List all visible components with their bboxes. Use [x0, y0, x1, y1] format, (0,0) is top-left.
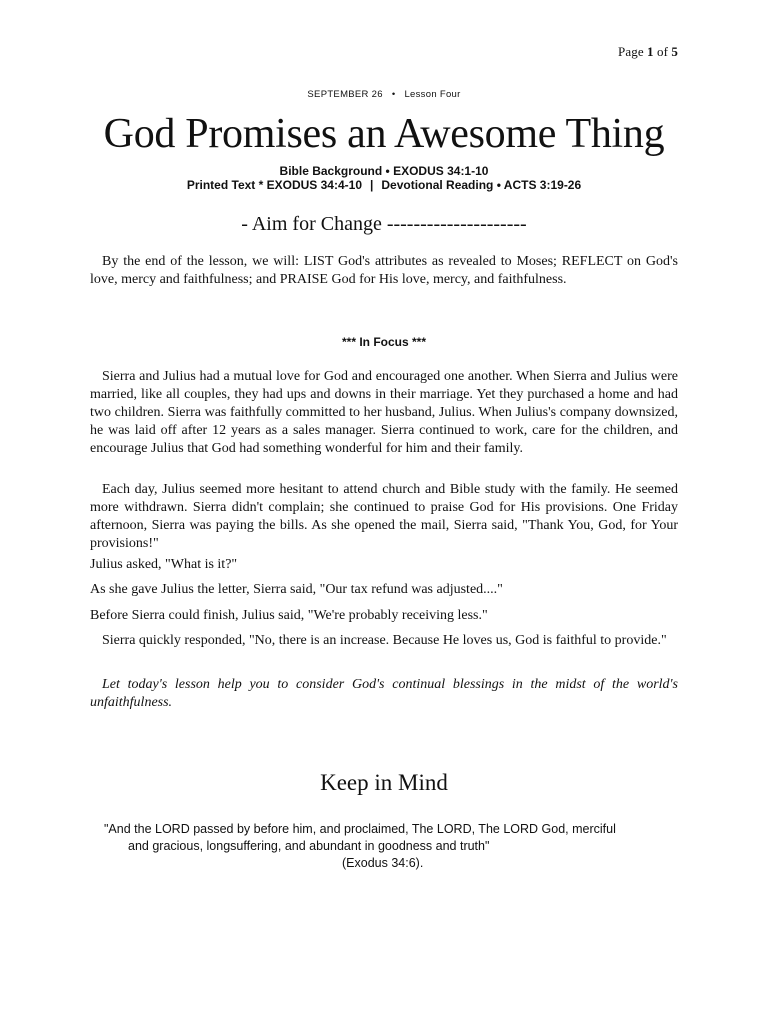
in-focus-paragraph-6: Sierra quickly responded, "No, there is an increase. Because He loves us, God is faithful to provide." [102, 633, 667, 648]
page-number-total: 5 [671, 44, 678, 59]
in-focus-paragraph-3: Julius asked, "What is it?" [90, 557, 238, 572]
key-verse [104, 821, 684, 872]
page-number-middle: of [653, 44, 672, 59]
page-number [618, 44, 678, 60]
in-focus-paragraph-5: Before Sierra could finish, Julius said, "We're probably receiving less." [90, 608, 488, 623]
lesson-number: Lesson Four [404, 89, 461, 100]
keep-in-mind-heading: Keep in Mind [320, 770, 448, 795]
devotional-reading: Devotional Reading • ACTS 3:19-26 [381, 178, 582, 192]
printed-text-line [0, 178, 768, 192]
verse-reference: (Exodus 34:6). [342, 856, 424, 870]
printed-text: Printed Text * EXODUS 34:4-10 [186, 178, 362, 192]
in-focus-heading: *** In Focus *** [341, 335, 427, 349]
in-focus-paragraph-4: As she gave Julius the letter, Sierra said, "Our tax refund was adjusted...." [90, 582, 503, 597]
page-number-current: 1 [647, 44, 654, 59]
in-focus-closing: Let today's lesson help you to consider God's continual blessings in the midst of the world's unfaithfulness. [90, 677, 678, 710]
in-focus-paragraph-2: Each day, Julius seemed more hesitant to attend church and Bible study with the family. He seemed more withdrawn. Sierra didn't complain; she continued to praise God for His provisions. One Friday afternoon, Sierra was paying the bills. As she opened the mail, Sierra said, "Thank You, God, for Your provisions!" [90, 482, 678, 551]
page-title: God Promises an Awesome Thing [103, 111, 665, 157]
in-focus-paragraph-1: Sierra and Julius had a mutual love for God and encouraged one another. When Sierra and Julius were married, like all couples, they had ups and downs in their marriage. Yet they purchased a home and had two children. Sierra was faithfully committed to her husband, Julius. When Julius's company downsized, he was laid off after 12 years as a sales manager. Sierra continued to work, care for the children, and encourage Julius that God had something wonderful for him and their family. [90, 369, 678, 456]
printed-separator: | [370, 178, 374, 192]
aim-for-change-heading: - Aim for Change --------------------- [241, 213, 527, 235]
aim-paragraph: By the end of the lesson, we will: LIST God's attributes as revealed to Moses; REFLECT on God's love, mercy and faithfulness; and PRAISE God for His love, mercy, and faithfulness. [90, 254, 678, 287]
scripture-references [0, 164, 768, 192]
lesson-separator: • [391, 89, 396, 100]
verse-line-1: "And the LORD passed by before him, and proclaimed, The LORD, The LORD God, merciful [104, 822, 616, 836]
lesson-date: SEPTEMBER 26 [307, 89, 383, 100]
verse-line-2: and gracious, longsuffering, and abundant in goodness and truth" [128, 839, 490, 853]
page-number-prefix: Page [618, 44, 648, 59]
bible-background: Bible Background • EXODUS 34:1-10 [279, 164, 489, 178]
lesson-line [0, 89, 768, 100]
